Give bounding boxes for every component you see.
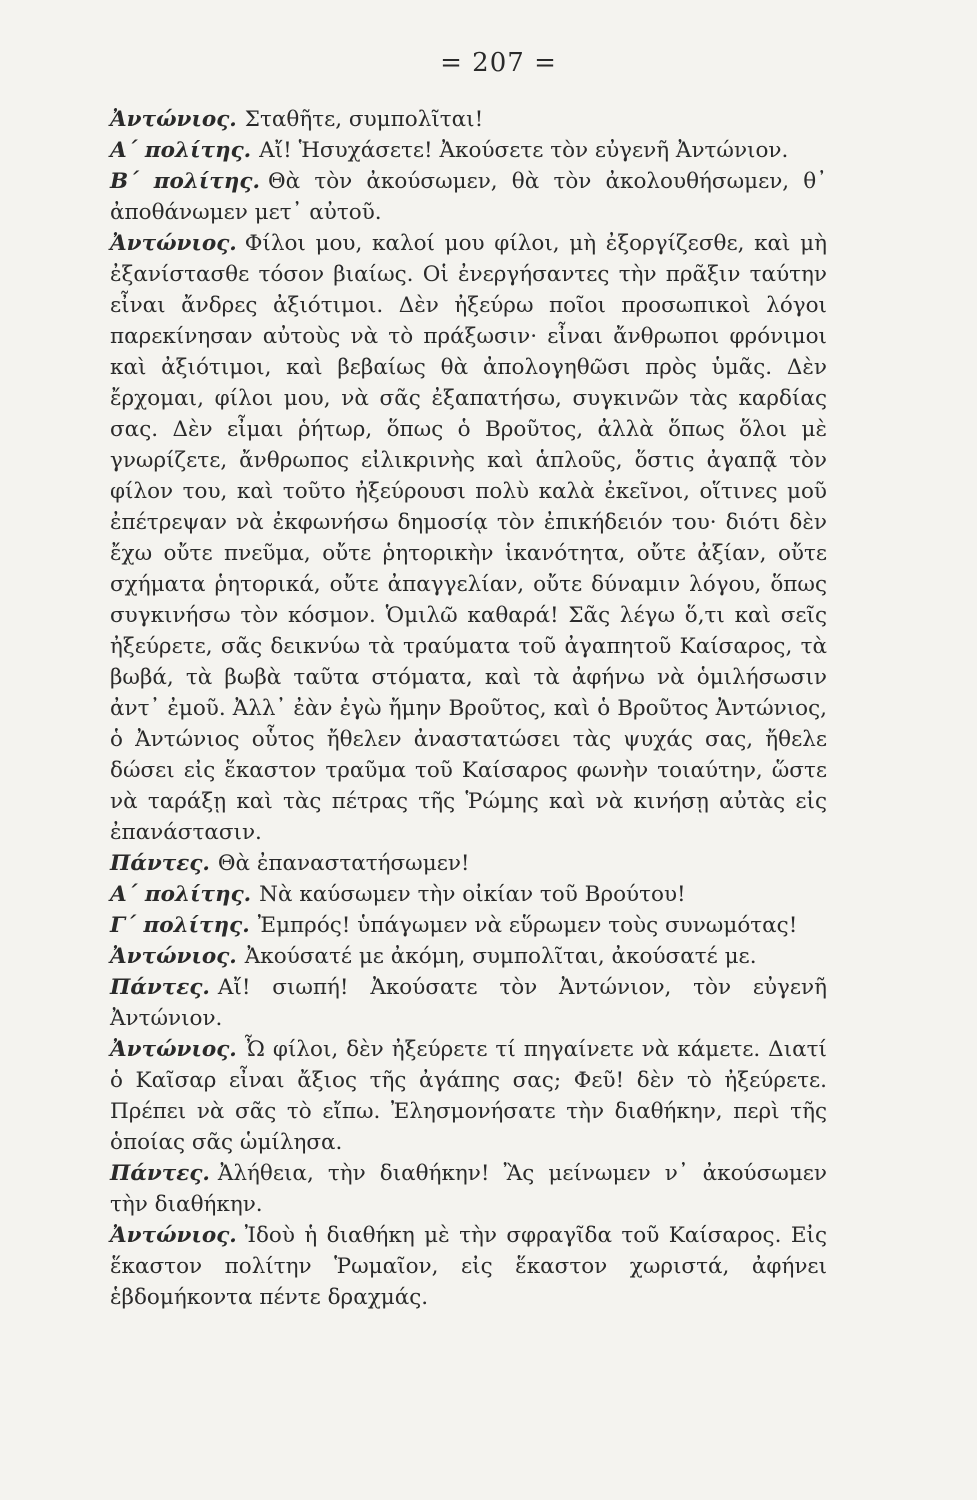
dialogue-paragraph xyxy=(110,972,827,1034)
speaker-name: Πάντες. xyxy=(110,975,210,1000)
speech-text: Αἴ! σιωπή! Ἀκούσατε τὸν Ἀντώνιον, τὸν εὐγενῆ Ἀντώνιον. xyxy=(110,975,827,1031)
speech-text: Ἀκούσατέ με ἀκόμη, συμπολῖται, ἀκούσατέ με. xyxy=(244,944,757,969)
speech-text: Φίλοι μου, καλοί μου φίλοι, μὴ ἐξοργίζεσθε, καὶ μὴ ἐξανίστασθε τόσον βιαίως. Οἱ ἐνεργήσαντες τὴν πρᾶξιν ταύτην εἶναι ἄνδρες ἀξιότιμοι. Δὲν ἠξεύρω ποῖοι προσωπικοὶ λόγοι παρεκίνησαν αὐτοὺς νὰ τὸ πράξωσιν· εἶναι ἄνθρωποι φρόνιμοι καὶ ἀξιότιμοι, καὶ βεβαίως θὰ ἀπολογηθῶσι πρὸς ὑμᾶς. Δὲν ἔρχομαι, φίλοι μου, νὰ σᾶς ἐξαπατήσω, συγκινῶν τὰς καρδίας σας. Δὲν εἶμαι ῥήτωρ, ὅπως ὁ Βροῦτος, ἀλλὰ ὅπως ὅλοι μὲ γνωρίζετε, ἄνθρωπος εἰλικρινὴς καὶ ἁπλοῦς, ὅστις ἀγαπᾷ τὸν φίλον του, καὶ τοῦτο ἠξεύρουσι πολὺ καλὰ ἐκεῖνοι, οἵτινες μοῦ ἐπέτρεψαν νὰ ἐκφωνήσω δημοσίᾳ τὸν ἐπικήδειόν του· διότι δὲν ἔχω οὔτε πνεῦμα, οὔτε ῥητορικὴν ἱκανότητα, οὔτε ἀξίαν, οὔτε σχήματα ῥητορικά, οὔτε ἀπαγγελίαν, οὔτε δύναμιν λόγου, ὅπως συγκινήσω τὸν κόσμον. Ὁμιλῶ καθαρά! Σᾶς λέγω ὅ,τι καὶ σεῖς ἠξεύρετε, σᾶς δεικνύω τὰ τραύματα τοῦ ἀγαπητοῦ Καίσαρος, τὰ βωβά, τὰ βωβὰ ταῦτα στόματα, καὶ τὰ ἀφήνω νὰ ὁμιλήσωσιν ἀντ᾽ ἐμοῦ. Ἀλλ᾽ ἐὰν ἐγὼ ἤμην Βροῦτος, καὶ ὁ Βροῦτος Ἀντώνιος, ὁ Ἀντώνιος οὗτος ἤθελεν ἀναστατώσει τὰς ψυχάς σας, ἤθελε δώσει εἰς ἕκαστον τραῦμα τοῦ Καίσαρος φωνὴν τοιαύτην, ὥστε νὰ ταράξῃ καὶ τὰς πέτρας τῆς Ῥώμης καὶ νὰ κινήσῃ αὐτὰς εἰς ἐπανάστασιν. xyxy=(110,231,827,845)
speech-text: Σταθῆτε, συμπολῖται! xyxy=(244,107,484,132)
speaker-name: Πάντες. xyxy=(110,1161,210,1186)
dialogue-paragraph xyxy=(110,848,827,879)
dialogue-paragraph xyxy=(110,1158,827,1220)
speech-text: Ἐμπρός! ὑπάγωμεν νὰ εὕρωμεν τοὺς συνωμότας! xyxy=(257,913,798,938)
speaker-name: Β΄ πολίτης. xyxy=(110,169,260,194)
speech-text: Αἴ! Ἡσυχάσετε! Ἀκούσετε τὸν εὐγενῆ Ἀντώνιον. xyxy=(259,138,789,163)
dialogue-paragraph xyxy=(110,104,827,135)
speech-text: Θὰ ἐπαναστατήσωμεν! xyxy=(217,851,470,876)
speaker-name: Πάντες. xyxy=(110,851,210,876)
speech-text: Θὰ τὸν ἀκούσωμεν, θὰ τὸν ἀκολουθήσωμεν, θ᾽ ἀποθάνωμεν μετ᾽ αὐτοῦ. xyxy=(110,169,827,225)
dialogue-paragraph xyxy=(110,910,827,941)
dialogue-paragraph xyxy=(110,1220,827,1313)
dialogue-paragraph xyxy=(110,135,827,166)
dialogue-text xyxy=(110,104,827,1313)
speech-text: Ἀλήθεια, τὴν διαθήκην! Ἂς μείνωμεν ν᾽ ἀκούσωμεν τὴν διαθήκην. xyxy=(110,1161,827,1217)
dialogue-paragraph xyxy=(110,1034,827,1158)
speaker-name: Γ΄ πολίτης. xyxy=(110,913,250,938)
speaker-name: Ἀντώνιος. xyxy=(110,1037,237,1062)
dialogue-paragraph xyxy=(110,228,827,848)
speech-text: Νὰ καύσωμεν τὴν οἰκίαν τοῦ Βρούτου! xyxy=(259,882,686,907)
speaker-name: Ἀντώνιος. xyxy=(110,107,237,132)
speech-text: Ἰδοὺ ἡ διαθήκη μὲ τὴν σφραγῖδα τοῦ Καίσαρος. Εἰς ἕκαστον πολίτην Ῥωμαῖον, εἰς ἕκαστον χωριστά, ἀφήνει ἑβδομήκοντα πέντε δραχμάς. xyxy=(110,1223,827,1310)
speaker-name: Ἀντώνιος. xyxy=(110,231,237,256)
dialogue-paragraph xyxy=(110,166,827,228)
speaker-name: Ἀντώνιος. xyxy=(110,944,237,969)
speaker-name: Α΄ πολίτης. xyxy=(110,882,252,907)
page-number: = 207 = xyxy=(440,48,557,78)
speaker-name: Ἀντώνιος. xyxy=(110,1223,237,1248)
speech-text: Ὦ φίλοι, δὲν ἠξεύρετε τί πηγαίνετε νὰ κάμετε. Διατί ὁ Καῖσαρ εἶναι ἄξιος τῆς ἀγάπης σας; Φεῦ! δὲν τὸ ἠξεύρετε. Πρέπει νὰ σᾶς τὸ εἴπω. Ἐλησμονήσατε τὴν διαθήκην, περὶ τῆς ὁποίας σᾶς ὡμίλησα. xyxy=(110,1037,827,1155)
dialogue-paragraph xyxy=(110,941,827,972)
speaker-name: Α΄ πολίτης. xyxy=(110,138,252,163)
dialogue-paragraph xyxy=(110,879,827,910)
